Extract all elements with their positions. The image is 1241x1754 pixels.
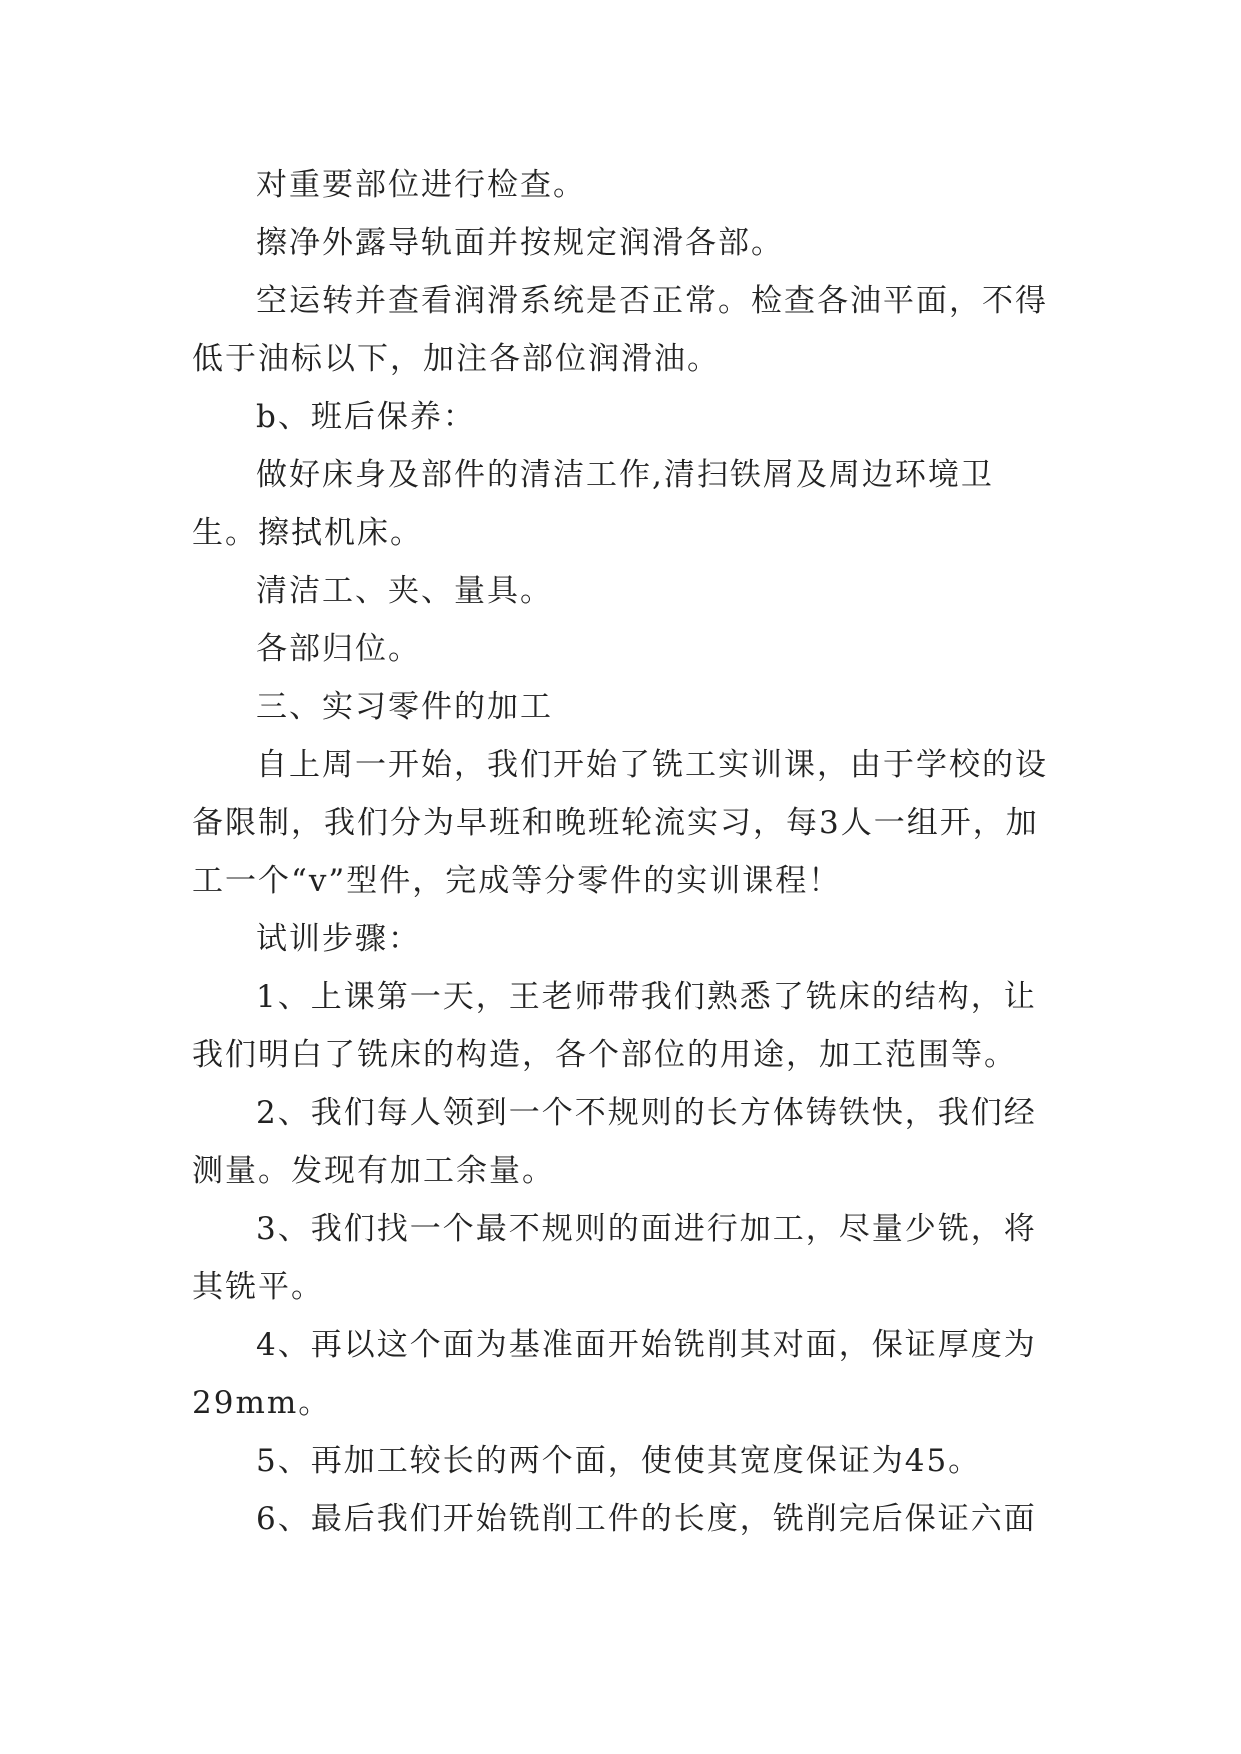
list-item: 5、再加工较长的两个面，使使其宽度保证为45。 (256, 1443, 982, 1479)
list-item: 6、最后我们开始铣削工件的长度，铣削完后保证六面 (256, 1501, 1037, 1537)
list-item: 2、我们每人领到一个不规则的长方体铸铁快，我们经测量。发现有加工余量。 (192, 1095, 1037, 1189)
paragraph: 做好床身及部件的清洁工作,清扫铁屑及周边环境卫生。擦拭机床。 (192, 457, 994, 551)
paragraph: 自上周一开始，我们开始了铣工实训课，由于学校的设备限制，我们分为早班和晚班轮流实习，每3人一组开，加工一个“v”型件，完成等分零件的实训课程！ (192, 747, 1048, 899)
paragraph: 对重要部位进行检查。 (256, 167, 586, 203)
paragraph: 擦净外露导轨面并按规定润滑各部。 (256, 225, 784, 261)
paragraph: 空运转并查看润滑系统是否正常。检查各油平面，不得低于油标以下，加注各部位润滑油。 (192, 283, 1048, 377)
paragraph: b、班后保养： (256, 399, 476, 435)
paragraph: 各部归位。 (256, 631, 421, 667)
list-item: 1、上课第一天，王老师带我们熟悉了铣床的结构，让我们明白了铣床的构造，各个部位的用途，加工范围等。 (192, 979, 1037, 1073)
list-item: 4、再以这个面为基准面开始铣削其对面，保证厚度为29mm。 (192, 1327, 1037, 1421)
paragraph: 试训步骤： (256, 921, 421, 957)
section-heading: 三、实习零件的加工 (256, 689, 553, 725)
paragraph: 清洁工、夹、量具。 (256, 573, 553, 609)
document-body (192, 156, 1056, 1548)
list-item: 3、我们找一个最不规则的面进行加工，尽量少铣，将其铣平。 (192, 1211, 1037, 1305)
